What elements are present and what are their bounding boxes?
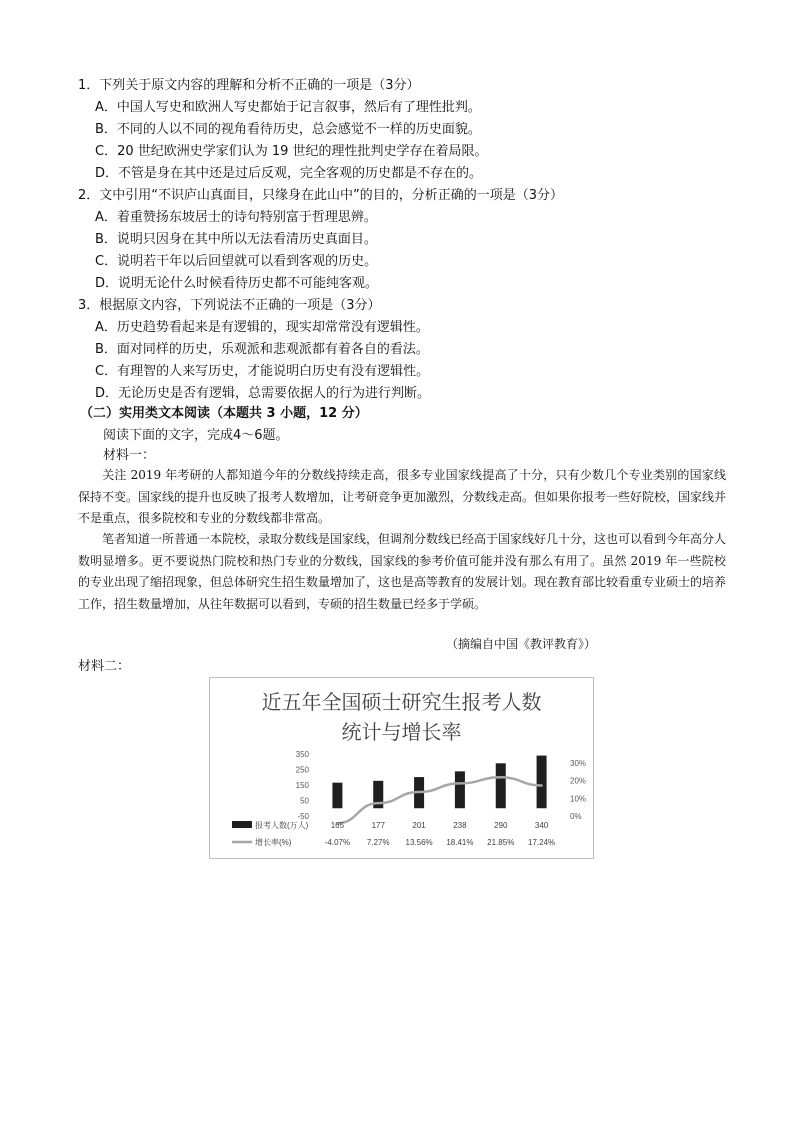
chart-figure [209, 677, 594, 859]
y-left-tick-label: 350 [295, 750, 309, 759]
legend-line-label: 增长率(%) [255, 838, 292, 847]
y-left-tick-label: 50 [300, 796, 309, 806]
material-1-paragraph: 关注 2019 年考研的人都知道今年的分数线持续走高，很多专业国家线提高了十分，只有少数几个专业类别的国家线保持不变。国家线的提升也反映了报考人数增加，让考研竞争更加激烈，分数线走高。但如果你报考一些好院校，国家线并不是重点，很多院校和专业的分数线都非常高。 [78, 468, 727, 525]
chart-title-line-1: 近五年全国硕士研究生报考人数 [261, 690, 542, 714]
data-label-growth: 18.41% [446, 838, 474, 847]
y-left-tick-label: 250 [295, 765, 309, 775]
y-left-tick-label: -50 [297, 812, 309, 821]
data-label-growth: 17.24% [528, 838, 556, 847]
chart-bar [455, 771, 465, 808]
data-label-applicants: 165 [330, 821, 345, 830]
option-d: D．不管是身在其中还是过后反观，完全客观的历史都是不存在的。 [95, 166, 483, 181]
section-intro: 阅读下面的文字，完成4～6题。 [103, 428, 289, 443]
option-c: C．20 世纪欧洲史学家们认为 19 世纪的理性批判史学存在着局限。 [95, 144, 488, 159]
material-1-source: （摘编自中国《教评教育》） [446, 637, 597, 651]
option-d: D．无论历史是否有逻辑，总需要依据人的行为进行判断。 [95, 386, 431, 401]
option-a: A．历史趋势看起来是有逻辑的，现实却常常没有逻辑性。 [95, 320, 429, 335]
data-label-growth: 7.27% [366, 838, 390, 847]
option-c: C．有理智的人来写历史，才能说明白历史有没有逻辑性。 [95, 364, 430, 379]
y-right-tick-label: 10% [570, 794, 587, 804]
option-a: A．着重赞扬东坡居士的诗句特别富于哲理思辨。 [95, 210, 377, 225]
legend-bar-swatch [232, 821, 252, 828]
y-right-tick-label: 20% [570, 776, 587, 786]
option-b: B．说明只因身在其中所以无法看清历史真面目。 [95, 232, 377, 247]
question-stem: 1．下列关于原文内容的理解和分析不正确的一项是（3分） [78, 78, 420, 93]
data-label-growth: -4.07% [324, 838, 351, 847]
chart-title-line-2: 统计与增长率 [341, 720, 462, 744]
option-d: D．说明无论什么时候看待历史都不可能纯客观。 [95, 276, 379, 291]
data-label-applicants: 290 [494, 821, 508, 830]
chart-bar [537, 756, 547, 809]
data-label-growth: 13.56% [405, 838, 433, 847]
chart-line-growth [337, 777, 541, 823]
chart-bar [332, 783, 342, 809]
y-right-tick-label: 30% [570, 758, 587, 768]
data-label-growth: 21.85% [487, 838, 515, 847]
option-b: B．面对同样的历史，乐观派和悲观派都有着各自的看法。 [95, 342, 429, 357]
chart-plot [210, 678, 593, 858]
data-label-applicants: 177 [371, 821, 385, 830]
option-b: B．不同的人以不同的视角看待历史，总会感觉不一样的历史面貌。 [95, 122, 481, 137]
section-heading: （二）实用类文本阅读（本题共 3 小题，12 分） [80, 406, 368, 421]
option-c: C．说明若干年以后回望就可以看到客观的历史。 [95, 254, 378, 269]
y-left-tick-label: 150 [295, 781, 309, 790]
data-label-applicants: 201 [412, 821, 426, 830]
legend-bar-label: 报考人数(万人) [255, 821, 309, 830]
material-1-label: 材料一： [103, 448, 156, 463]
material-1-paragraph: 笔者知道一所普通一本院校，录取分数线是国家线，但调剂分数线已经高于国家线好几十分，这也可以看到今年高分人数明显增多。更不要说热门院校和热门专业的分数线，国家线的参考价值可能并没有那么有用了。虽然 2019 年一些院校的专业出现了缩招现象，但总体研究生招生数量增加了，这也是高等教育的发展计划。现在教育部比较看重专业硕士的培养工作，招生数量增加，从往年数据可以看到，专硕的招生数量已经多于学硕。 [78, 532, 727, 611]
material-2-label: 材料二： [78, 659, 131, 674]
data-label-applicants: 238 [453, 821, 467, 830]
data-label-applicants: 340 [534, 821, 549, 830]
question-stem: 3．根据原文内容，下列说法不正确的一项是（3分） [78, 298, 381, 313]
chart-bar [496, 763, 506, 808]
option-a: A．中国人写史和欧洲人写史都始于记言叙事，然后有了理性批判。 [95, 100, 481, 115]
question-stem: 2．文中引用“不识庐山真面目，只缘身在此山中”的目的，分析正确的一项是（3分） [78, 188, 564, 203]
y-right-tick-label: 0% [570, 812, 582, 821]
